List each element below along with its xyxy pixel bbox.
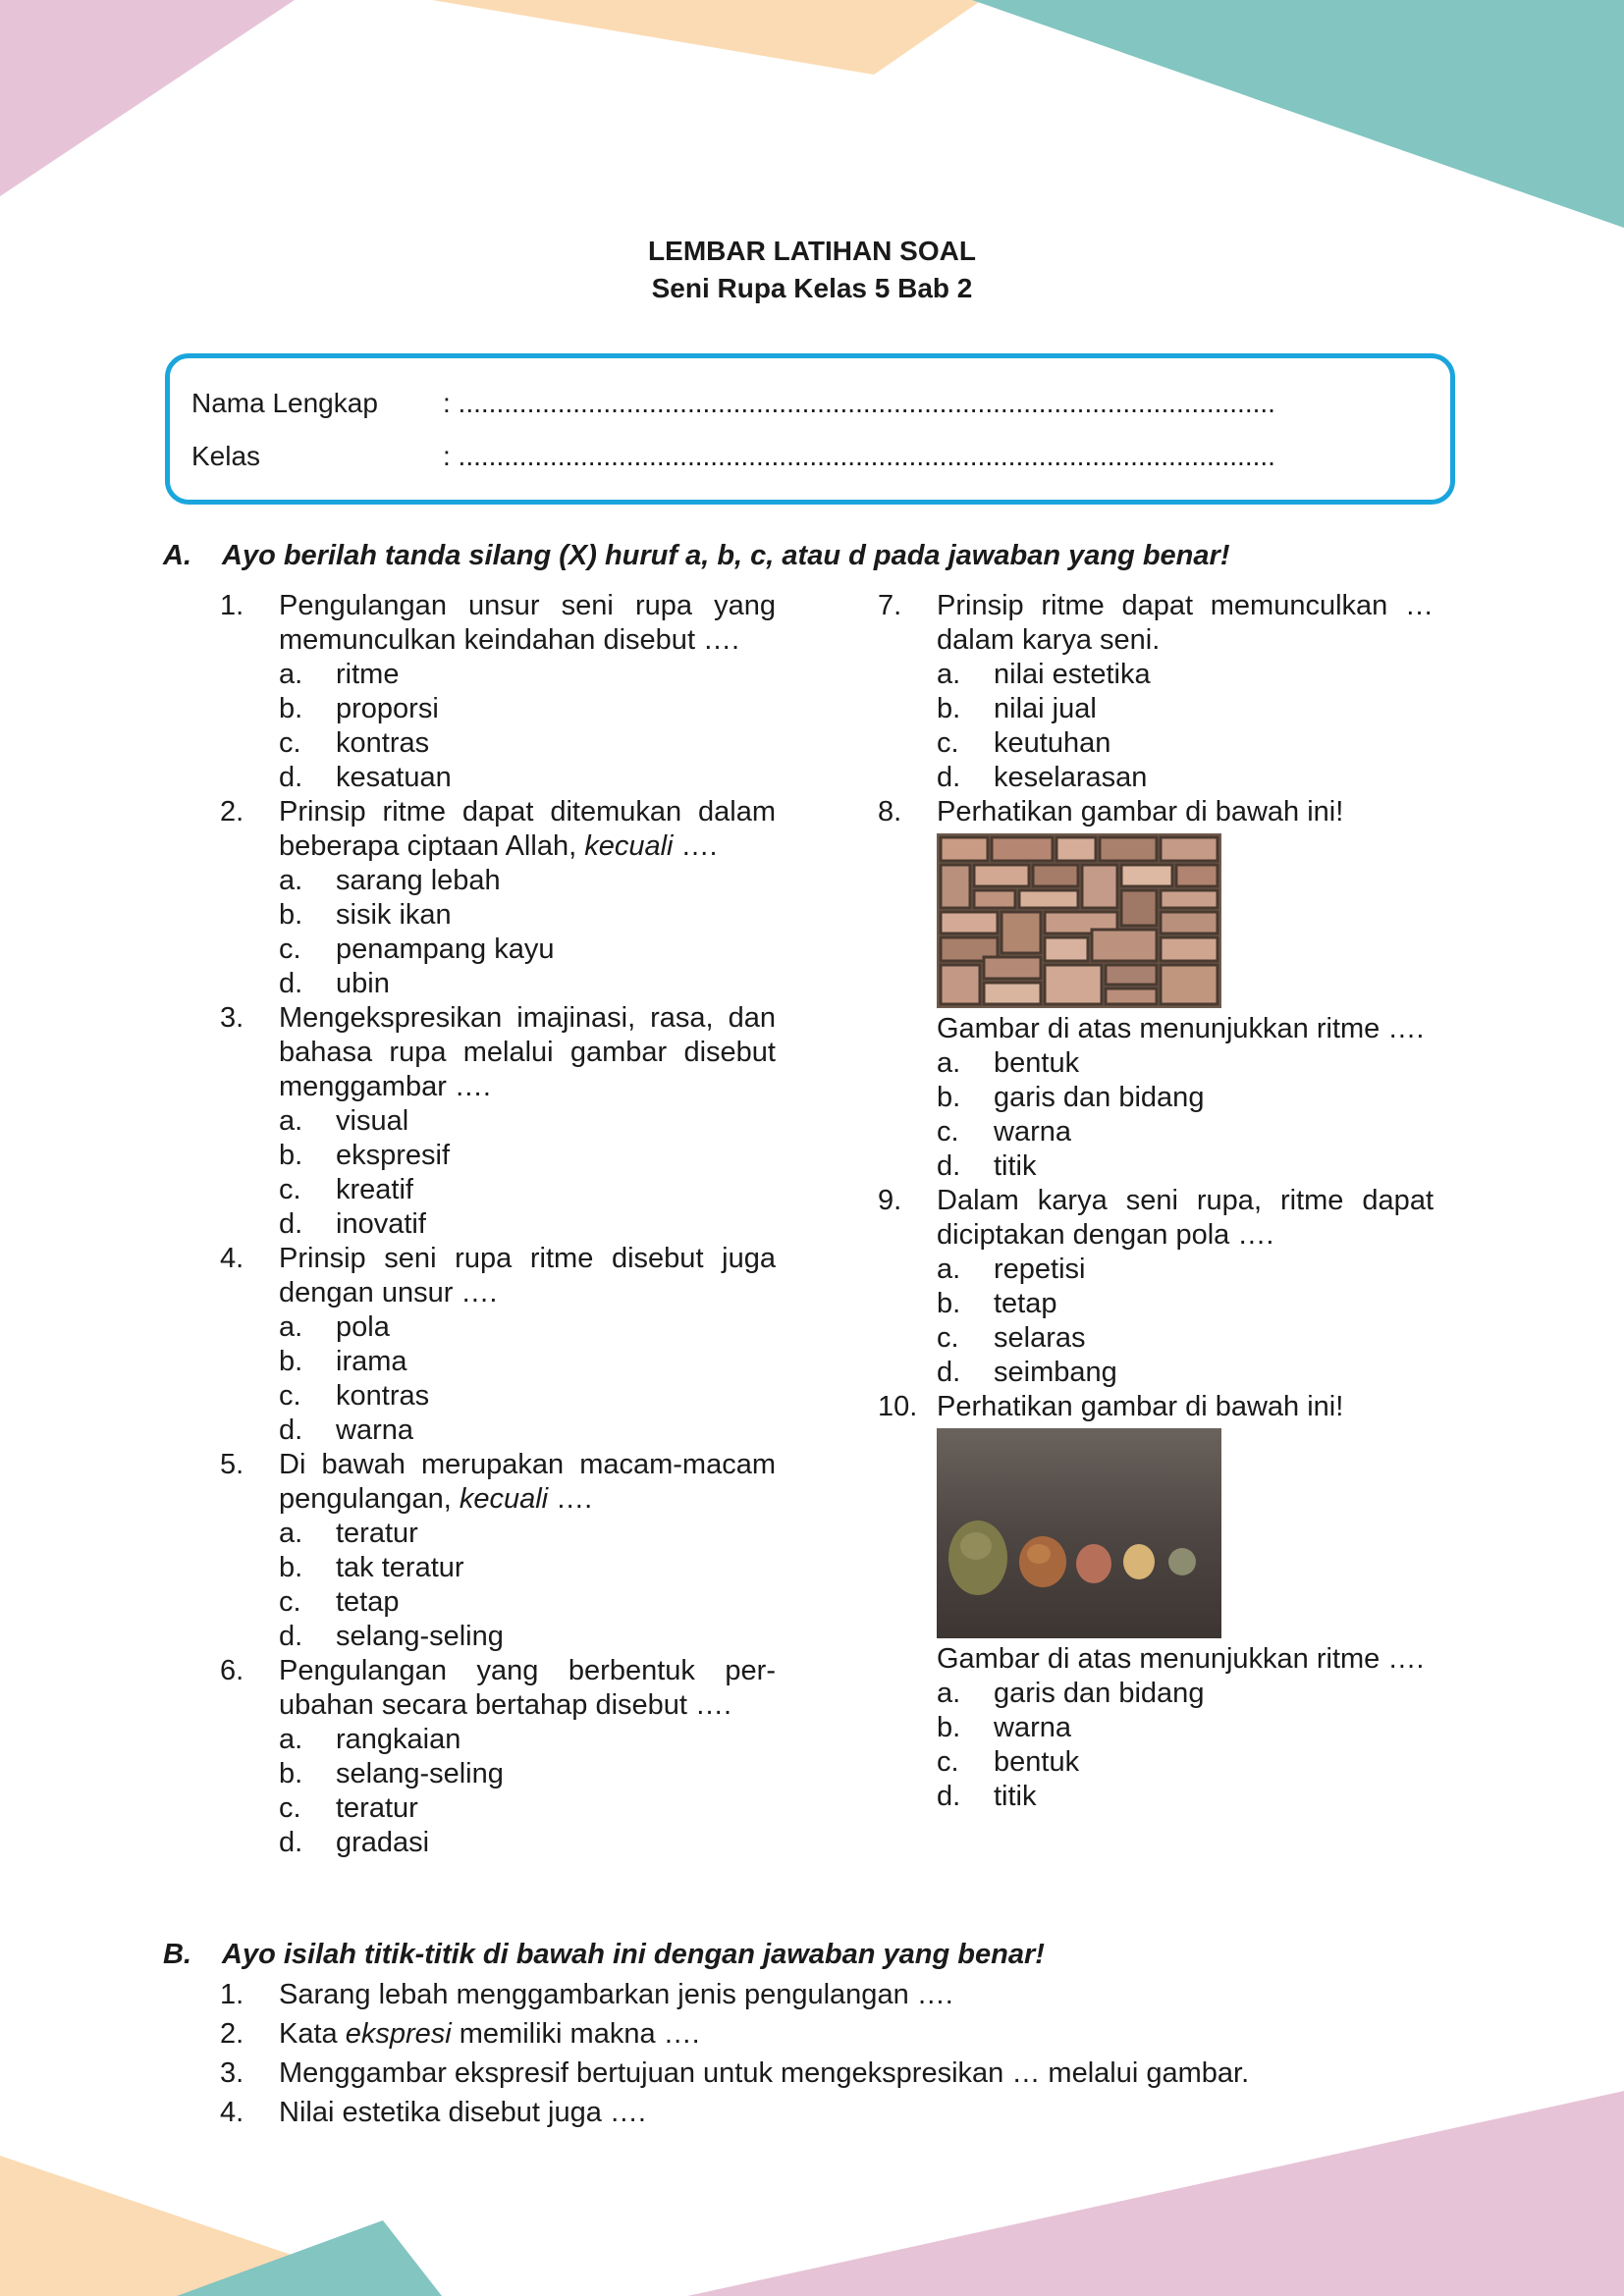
top-right-teal-shape — [972, 0, 1624, 228]
stones-row-photo — [937, 1428, 1221, 1638]
questions-right-column — [878, 589, 1434, 1814]
answer-option[interactable]: c. kreatif — [279, 1174, 413, 1205]
question-9 — [878, 1184, 1434, 1390]
answer-option[interactable]: b. nilai jual — [937, 693, 1097, 724]
section-a-letter: A. — [163, 540, 191, 571]
page-title: LEMBAR LATIHAN SOAL — [648, 236, 976, 266]
question-3 — [220, 1001, 776, 1242]
answer-option[interactable]: b. warna — [937, 1712, 1071, 1743]
questions-left-column — [220, 589, 776, 1860]
question-number: 7. — [878, 590, 902, 621]
answer-option[interactable]: b. irama — [279, 1346, 407, 1377]
section-b-heading — [163, 1939, 1045, 1971]
answer-option[interactable]: d. warna — [279, 1415, 413, 1446]
question-text: Perhatikan gambar di bawah ini! — [937, 796, 1344, 828]
name-row — [191, 388, 1275, 419]
answer-option[interactable]: a. bentuk — [937, 1047, 1080, 1079]
section-a-instruction: Ayo berilah tanda silang (X) huruf a, b, c, atau d pada jawaban yang benar! — [222, 540, 1230, 571]
question-text: Prinsip ritme dapat ditemukan dalam beberapa ciptaan Allah, kecuali …. — [279, 796, 776, 862]
question-number: 1. — [220, 590, 244, 621]
answer-option[interactable]: a. ritme — [279, 659, 400, 690]
question-text: Perhatikan gambar di bawah ini! — [937, 1391, 1344, 1422]
question-number: 9. — [878, 1185, 902, 1216]
question-4 — [220, 1242, 776, 1448]
question-text: Dalam karya seni rupa, ritme dapat diciptakan dengan pola …. — [937, 1185, 1434, 1251]
question-number: 10. — [878, 1391, 918, 1422]
answer-option[interactable]: a. rangkaian — [279, 1724, 461, 1755]
answer-option[interactable]: d. inovatif — [279, 1208, 426, 1240]
question-number: 3. — [220, 1002, 244, 1034]
answer-option[interactable]: c. warna — [937, 1116, 1071, 1148]
question-text: Pengulangan unsur seni rupa yang memunculkan keindahan disebut …. — [279, 590, 776, 656]
student-info-box — [165, 353, 1455, 505]
answer-option[interactable]: c. tetap — [279, 1586, 400, 1618]
question-number: 6. — [220, 1655, 244, 1686]
name-label: Nama Lengkap — [191, 388, 378, 418]
answer-option[interactable]: c. teratur — [279, 1792, 418, 1824]
answer-option[interactable]: b. tak teratur — [279, 1552, 464, 1583]
answer-option[interactable]: d. keselarasan — [937, 762, 1148, 793]
answer-option[interactable]: d. kesatuan — [279, 762, 452, 793]
section-b-letter: B. — [163, 1939, 191, 1970]
answer-option[interactable]: c. selaras — [937, 1322, 1086, 1354]
answer-option[interactable]: d. ubin — [279, 968, 390, 999]
question-number: 4. — [220, 1243, 244, 1274]
top-peach-shape — [432, 0, 982, 75]
name-field[interactable]: : ........................................................................................................... — [443, 388, 1275, 418]
question-text: Mengekspresikan imajinasi, rasa, dan bahasa rupa melalui gambar disebut menggambar …. — [279, 1002, 776, 1102]
question-text: Prinsip seni rupa ritme disebut juga dengan unsur …. — [279, 1243, 776, 1308]
answer-option[interactable]: a. teratur — [279, 1518, 418, 1549]
class-label: Kelas — [191, 441, 261, 471]
answer-option[interactable]: a. sarang lebah — [279, 865, 501, 896]
question-8-caption: Gambar di atas menunjukkan ritme …. — [937, 1013, 1425, 1044]
answer-option[interactable]: c. kontras — [279, 1380, 430, 1412]
answer-option[interactable]: d. selang-seling — [279, 1621, 504, 1652]
answer-option[interactable]: d. seimbang — [937, 1357, 1117, 1388]
answer-option[interactable]: c. keutuhan — [937, 727, 1111, 759]
question-number: 8. — [878, 796, 902, 828]
question-text: Di bawah merupakan macam-macam pengulangan, kecuali …. — [279, 1449, 776, 1515]
answer-option[interactable]: a. visual — [279, 1105, 409, 1137]
fill-in-item: 2. Kata ekspresi memiliki makna …. — [220, 2018, 700, 2050]
answer-option[interactable]: d. titik — [937, 1150, 1037, 1182]
question-text: Pengulangan yang berbentuk per-ubahan secara bertahap disebut …. — [279, 1655, 776, 1721]
page-subtitle: Seni Rupa Kelas 5 Bab 2 — [651, 273, 973, 303]
question-text: Prinsip ritme dapat memunculkan … dalam karya seni. — [937, 590, 1434, 656]
answer-option[interactable]: b. garis dan bidang — [937, 1082, 1205, 1113]
class-row — [191, 441, 1275, 472]
question-2 — [220, 795, 776, 1001]
answer-option[interactable]: a. garis dan bidang — [937, 1678, 1205, 1709]
fill-in-item: 4. Nilai estetika disebut juga …. — [220, 2097, 646, 2128]
answer-option[interactable]: d. titik — [937, 1781, 1037, 1812]
answer-option[interactable]: a. pola — [279, 1311, 390, 1343]
question-10-caption: Gambar di atas menunjukkan ritme …. — [937, 1643, 1425, 1675]
question-7 — [878, 589, 1434, 795]
question-1 — [220, 589, 776, 795]
answer-option[interactable]: b. tetap — [937, 1288, 1057, 1319]
answer-option[interactable]: b. sisik ikan — [279, 899, 452, 931]
fill-in-list — [220, 1975, 1249, 2132]
answer-option[interactable]: b. selang-seling — [279, 1758, 504, 1789]
answer-option[interactable]: a. repetisi — [937, 1254, 1086, 1285]
question-6 — [220, 1654, 776, 1860]
answer-option[interactable]: c. penampang kayu — [279, 934, 555, 965]
section-a-heading — [163, 540, 1229, 572]
question-10 — [878, 1390, 1434, 1814]
answer-option[interactable]: d. gradasi — [279, 1827, 430, 1858]
answer-option[interactable]: c. kontras — [279, 727, 430, 759]
section-b-instruction: Ayo isilah titik-titik di bawah ini dengan jawaban yang benar! — [222, 1939, 1045, 1970]
answer-option[interactable]: b. proporsi — [279, 693, 439, 724]
question-5 — [220, 1448, 776, 1654]
answer-option[interactable]: c. bentuk — [937, 1746, 1080, 1778]
question-number: 2. — [220, 796, 244, 828]
class-field[interactable]: : ........................................................................................................... — [443, 441, 1275, 471]
top-left-pink-shape — [0, 0, 295, 196]
fill-in-item: 3. Menggambar ekspresif bertujuan untuk mengekspresikan … melalui gambar. — [220, 2057, 1250, 2089]
answer-option[interactable]: a. nilai estetika — [937, 659, 1151, 690]
fill-in-item: 1. Sarang lebah menggambarkan jenis pengulangan …. — [220, 1979, 953, 2010]
question-number: 5. — [220, 1449, 244, 1480]
question-8 — [878, 795, 1434, 1184]
stone-wall-photo — [937, 833, 1221, 1008]
answer-option[interactable]: b. ekspresif — [279, 1140, 451, 1171]
